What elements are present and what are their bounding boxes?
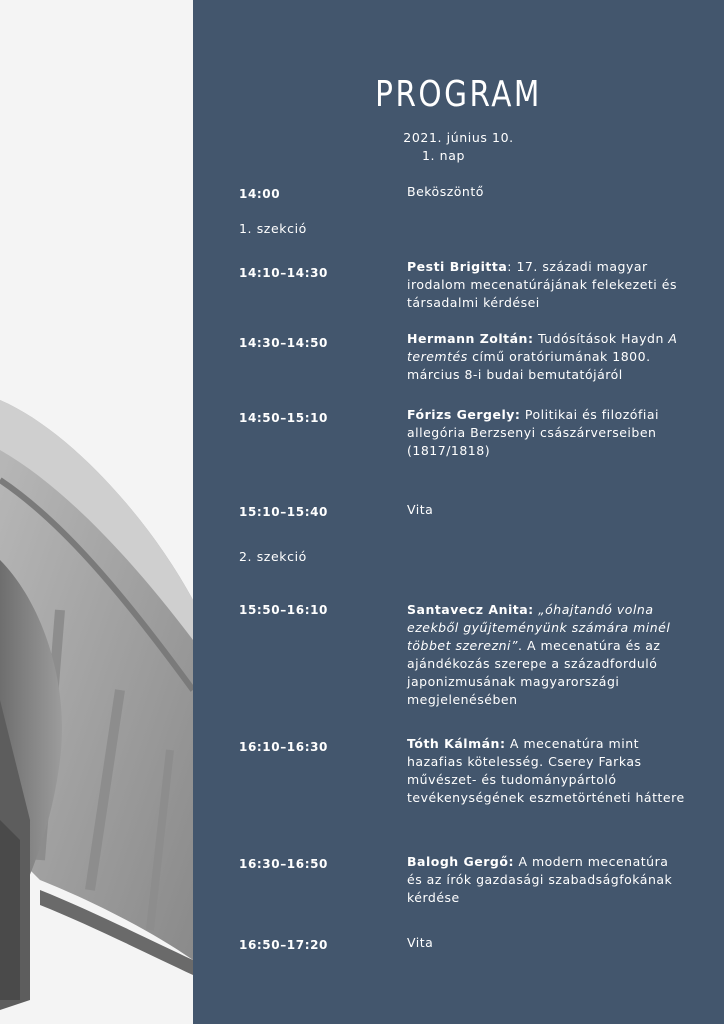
schedule-time: 15:50–16:10 [239, 603, 328, 617]
schedule-time: 14:10–14:30 [239, 266, 328, 280]
schedule-description: Vita [407, 502, 434, 517]
schedule-description: Santavecz Anita: „óhajtandó volna ezekből gyűjteményünk számára minél többet szerezni”. A mecenatúra és az ajándékozás szerepe a századforduló japonizmusának magyarországi megjelenésében [407, 602, 671, 707]
schedule-time: 14:00 [239, 187, 281, 201]
schedule-description: Fórizs Gergely: Politikai és filozófiai allegória Berzsenyi császárverseiben (1817/1818) [407, 407, 659, 458]
schedule-description: Balogh Gergő: A modern mecenatúra és az írók gazdasági szabadságfokának kérdése [407, 854, 673, 905]
schedule-time: 16:30–16:50 [239, 857, 328, 871]
schedule-time: 14:30–14:50 [239, 336, 328, 350]
schedule-time: 16:10–16:30 [239, 740, 328, 754]
schedule-description: Beköszöntő [407, 184, 484, 199]
schedule-description: Pesti Brigitta: 17. századi magyar irodalom mecenatúrájának felekezeti és társadalmi kérdései [407, 259, 677, 310]
event-date: 2021. június 10. [403, 130, 514, 145]
section-label: 2. szekció [239, 549, 307, 564]
speaker-name: Santavecz Anita: [407, 602, 534, 617]
schedule-description: Tóth Kálmán: A mecenatúra mint hazafias kötelesség. Cserey Farkas művészet- és tudománypártoló tevékenységének eszmetörténeti háttere [407, 736, 685, 805]
speaker-name: Hermann Zoltán: [407, 331, 534, 346]
speaker-name: Pesti Brigitta [407, 259, 508, 274]
speaker-name: Tóth Kálmán: [407, 736, 506, 751]
schedule-time: 16:50–17:20 [239, 938, 328, 952]
architecture-photo [0, 0, 193, 1024]
event-day: 1. nap [421, 148, 466, 163]
section-label: 1. szekció [239, 221, 307, 236]
program-panel [193, 0, 724, 1024]
speaker-name: Balogh Gergő: [407, 854, 514, 869]
schedule-time: 14:50–15:10 [239, 411, 328, 425]
page-title: PROGRAM [375, 74, 542, 115]
schedule-time: 15:10–15:40 [239, 505, 328, 519]
schedule-description: Hermann Zoltán: Tudósítások Haydn A teremtés című oratóriumának 1800. március 8-i budai bemutatójáról [407, 331, 678, 382]
speaker-name: Fórizs Gergely: [407, 407, 521, 422]
concrete-structure-illustration [0, 0, 193, 1024]
schedule-description: Vita [407, 935, 434, 950]
